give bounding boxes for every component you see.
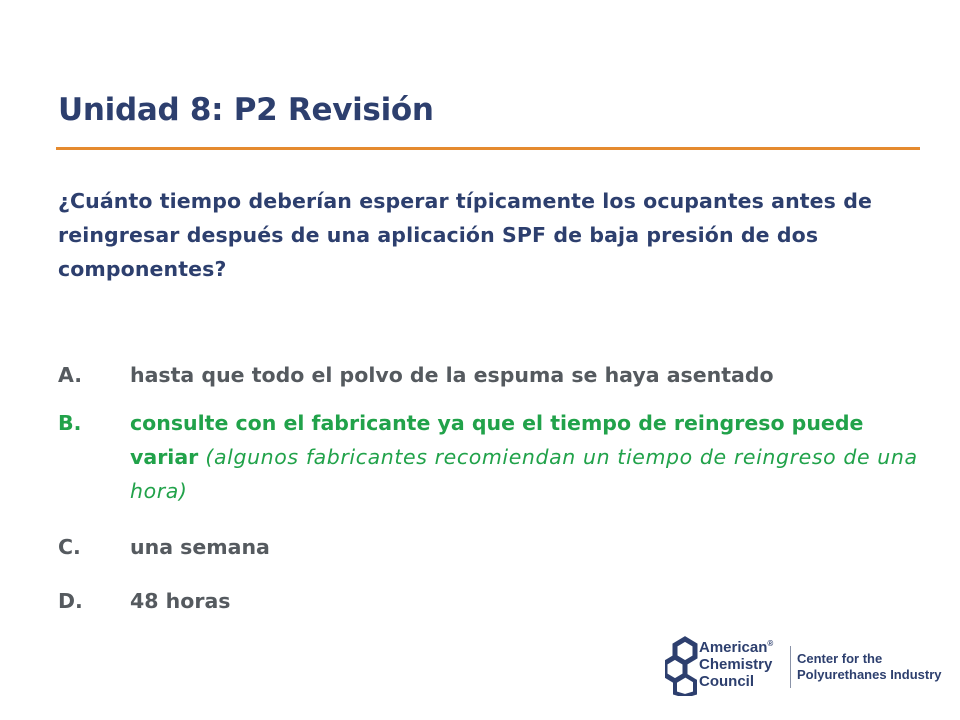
- option-a: [58, 358, 918, 392]
- center-name: [797, 651, 941, 683]
- center-line-1: Center for the: [797, 651, 883, 666]
- logo-line-council: Council: [699, 673, 754, 690]
- option-text: una semana: [130, 535, 270, 559]
- slide-title: Unidad 8: P2 Revisión: [58, 92, 434, 128]
- option-text: consulte con el fabricante ya que el tiempo de reingreso puede variar: [130, 411, 864, 469]
- center-line-2: Polyurethanes Industry: [797, 667, 942, 682]
- acc-logo: [665, 634, 945, 696]
- answer-options: [58, 358, 918, 632]
- option-text: hasta que todo el polvo de la espuma se haya asentado: [130, 363, 774, 387]
- question-text: ¿Cuánto tiempo deberían esperar típicamente los ocupantes antes de reingresar después de una aplicación SPF de baja presión de dos componentes?: [58, 189, 872, 281]
- logo-line-american: American: [699, 639, 768, 656]
- acc-wordmark: [699, 635, 773, 690]
- hexagon-logo-icon: [665, 634, 701, 696]
- logo-line-chemistry: Chemistry: [699, 656, 773, 673]
- registered-mark: ®: [767, 639, 774, 648]
- option-b-correct: [58, 406, 918, 508]
- option-letter: B.: [58, 411, 82, 435]
- option-text: 48 horas: [130, 589, 231, 613]
- title-divider: [56, 147, 920, 150]
- option-note: (algunos fabricantes recomiendan un tiempo de reingreso de una hora): [130, 445, 918, 503]
- option-letter: D.: [58, 589, 83, 613]
- option-d: [58, 584, 918, 618]
- option-c: [58, 530, 918, 564]
- logo-divider: [790, 646, 791, 688]
- option-letter: C.: [58, 535, 81, 559]
- option-text-wrapper: [130, 406, 918, 508]
- option-letter: A.: [58, 363, 83, 387]
